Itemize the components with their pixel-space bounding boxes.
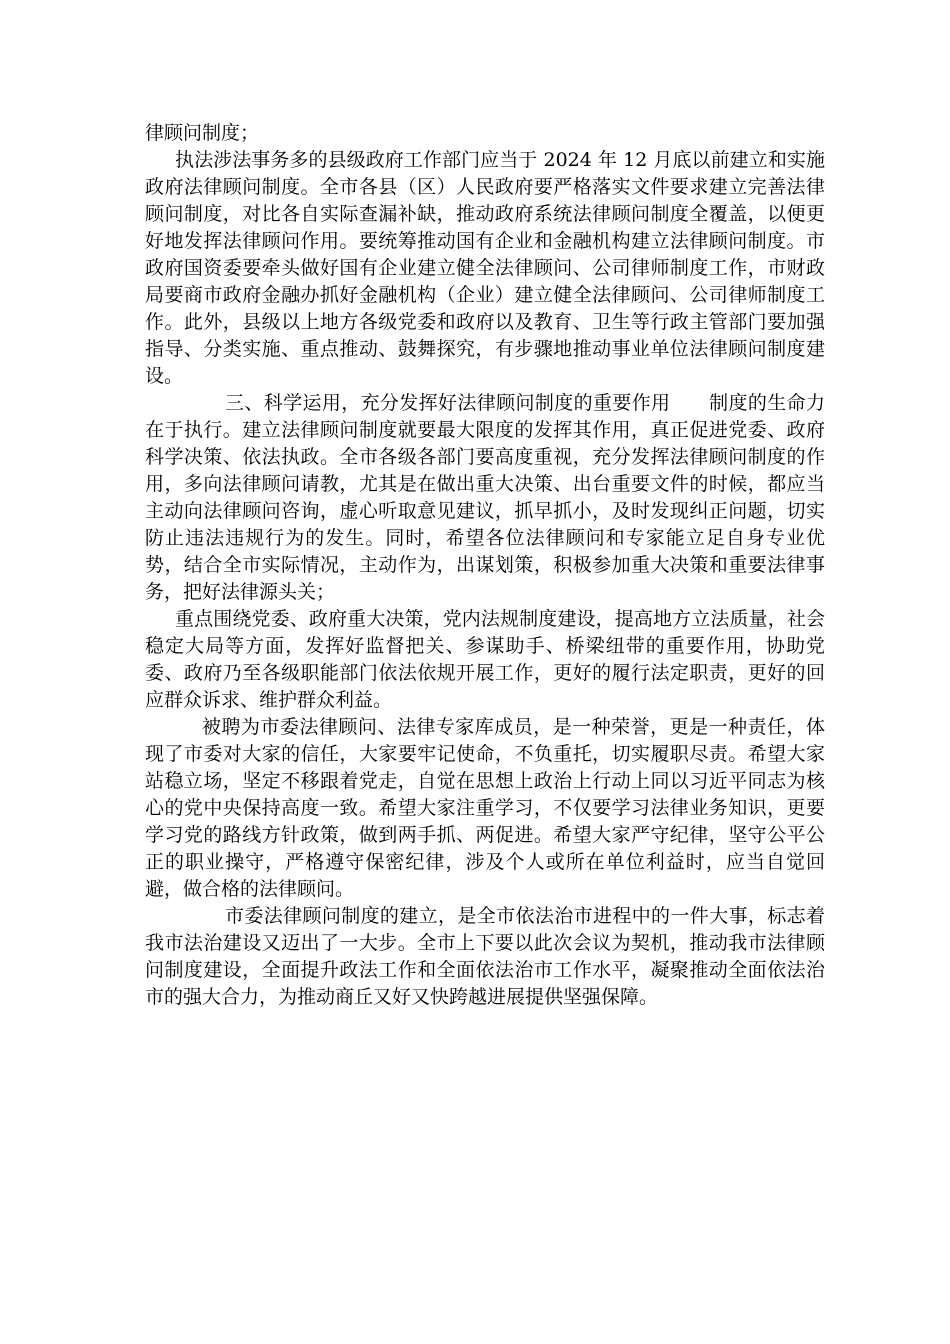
paragraph-focus-areas: 重点围绕党委、政府重大决策，党内法规制度建设，提高地方立法质量，社会稳定大局等方面，发挥好监督把关、参谋助手、桥梁纽带的重要作用，协助党委、政府乃至各级职能部门依法依规开展工作，更好的履行法定职责，更好的回应群众诉求、维护群众利益。: [145, 608, 825, 711]
document-page: [145, 120, 825, 1011]
paragraph-appointment: 被聘为市委法律顾问、法律专家库成员，是一种荣誉，更是一种责任，体现了市委对大家的信任，大家要牢记使命，不负重托，切实履职尽责。希望大家站稳立场，坚定不移跟着党走，自觉在思想上政治上行动上同以习近平同志为核心的党中央保持高度一致。希望大家注重学习，不仅要学习法律业务知识，更要学习党的路线方针政策，做到两手抓、两促进。希望大家严守纪律，坚守公平公正的职业操守，严格遵守保密纪律，涉及个人或所在单位利益时，应当自觉回避，做合格的法律顾问。: [145, 716, 825, 900]
paragraph-continuation: 律顾问制度；: [145, 122, 260, 144]
paragraph-section-three: 三、科学运用，充分发挥好法律顾问制度的重要作用 制度的生命力在于执行。建立法律顾问制度就要最大限度的发挥其作用，真正促进党委、政府科学决策、依法执政。全市各级各部门要高度重视，充分发挥法律顾问制度的作用，多向法律顾问请教，尤其是在做出重大决策、出台重要文件的时候，都应当主动向法律顾问咨询，虚心听取意见建议，抓早抓小，及时发现纠正问题，切实防止违法违规行为的发生。同时，希望各位法律顾问和专家能立足自身专业优势，结合全市实际情况，主动作为，出谋划策，积极参加重大决策和重要法律事务，把好法律源头关；: [145, 392, 825, 603]
paragraph-conclusion: 市委法律顾问制度的建立，是全市依法治市进程中的一件大事，标志着我市法治建设又迈出了一大步。全市上下要以此次会议为契机，推动我市法律顾问制度建设，全面提升政法工作和全面依法治市工作水平，凝聚推动全面依法治市的强大合力，为推动商丘又好又快跨越进展提供坚强保障。: [145, 905, 825, 1008]
paragraph-county-departments: 执法涉法事务多的县级政府工作部门应当于 2024 年 12 月底以前建立和实施政府法律顾问制度。全市各县（区）人民政府要严格落实文件要求建立完善法律顾问制度，对比各自实际查漏补缺，推动政府系统法律顾问制度全覆盖，以便更好地发挥法律顾问作用。要统筹推动国有企业和金融机构建立法律顾问制度。市政府国资委要牵头做好国有企业建立健全法律顾问、公司律师制度工作，市财政局要商市政府金融办抓好金融机构（企业）建立健全法律顾问、公司律师制度工作。此外，县级以上地方各级党委和政府以及教育、卫生等行政主管部门要加强指导、分类实施、重点推动、鼓舞探究，有步骤地推动事业单位法律顾问制度建设。: [145, 149, 825, 387]
